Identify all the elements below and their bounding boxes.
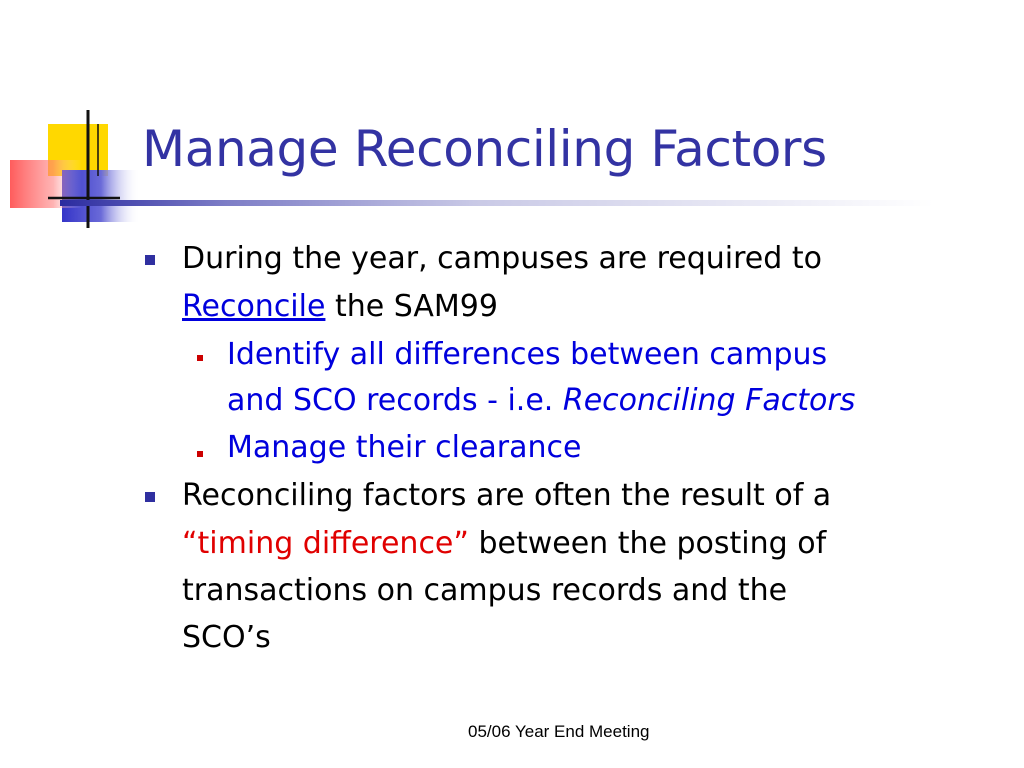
slide-footer: 05/06 Year End Meeting	[468, 722, 650, 741]
sub-bullet-square	[197, 355, 203, 361]
bullet-1-line-2-rest: the SAM99	[325, 289, 498, 324]
bullet-2-line-2	[182, 521, 826, 567]
reconciling-factors-term: Reconciling Factors	[562, 383, 856, 418]
bullet-1-line-2	[182, 284, 498, 330]
timing-difference-term: “timing difference”	[182, 526, 469, 561]
sub-bullet-2-line-1: Manage their clearance	[227, 430, 582, 465]
sub-bullet-1-line-1: Identify all differences between campus	[227, 337, 828, 372]
bullet-1-line-1: During the year, campuses are required to	[182, 241, 822, 276]
slide-title: Manage Reconciling Factors	[142, 120, 827, 178]
bullet-2-line-1: Reconciling factors are often the result of a	[182, 478, 832, 513]
bullet-2-line-3: transactions on campus records and the	[182, 573, 788, 608]
sub-bullet-square	[197, 451, 203, 457]
bullet-square	[145, 255, 155, 265]
bullet-2-line-2-rest: between the posting of	[468, 526, 827, 561]
sub-bullet-1-line-2-plain: and SCO records - i.e.	[227, 383, 563, 418]
sub-bullet-1-line-2	[227, 378, 855, 424]
reconcile-link[interactable]: Reconcile	[182, 289, 326, 324]
bullet-square	[145, 492, 155, 502]
bullet-2-line-4: SCO’s	[182, 620, 271, 655]
